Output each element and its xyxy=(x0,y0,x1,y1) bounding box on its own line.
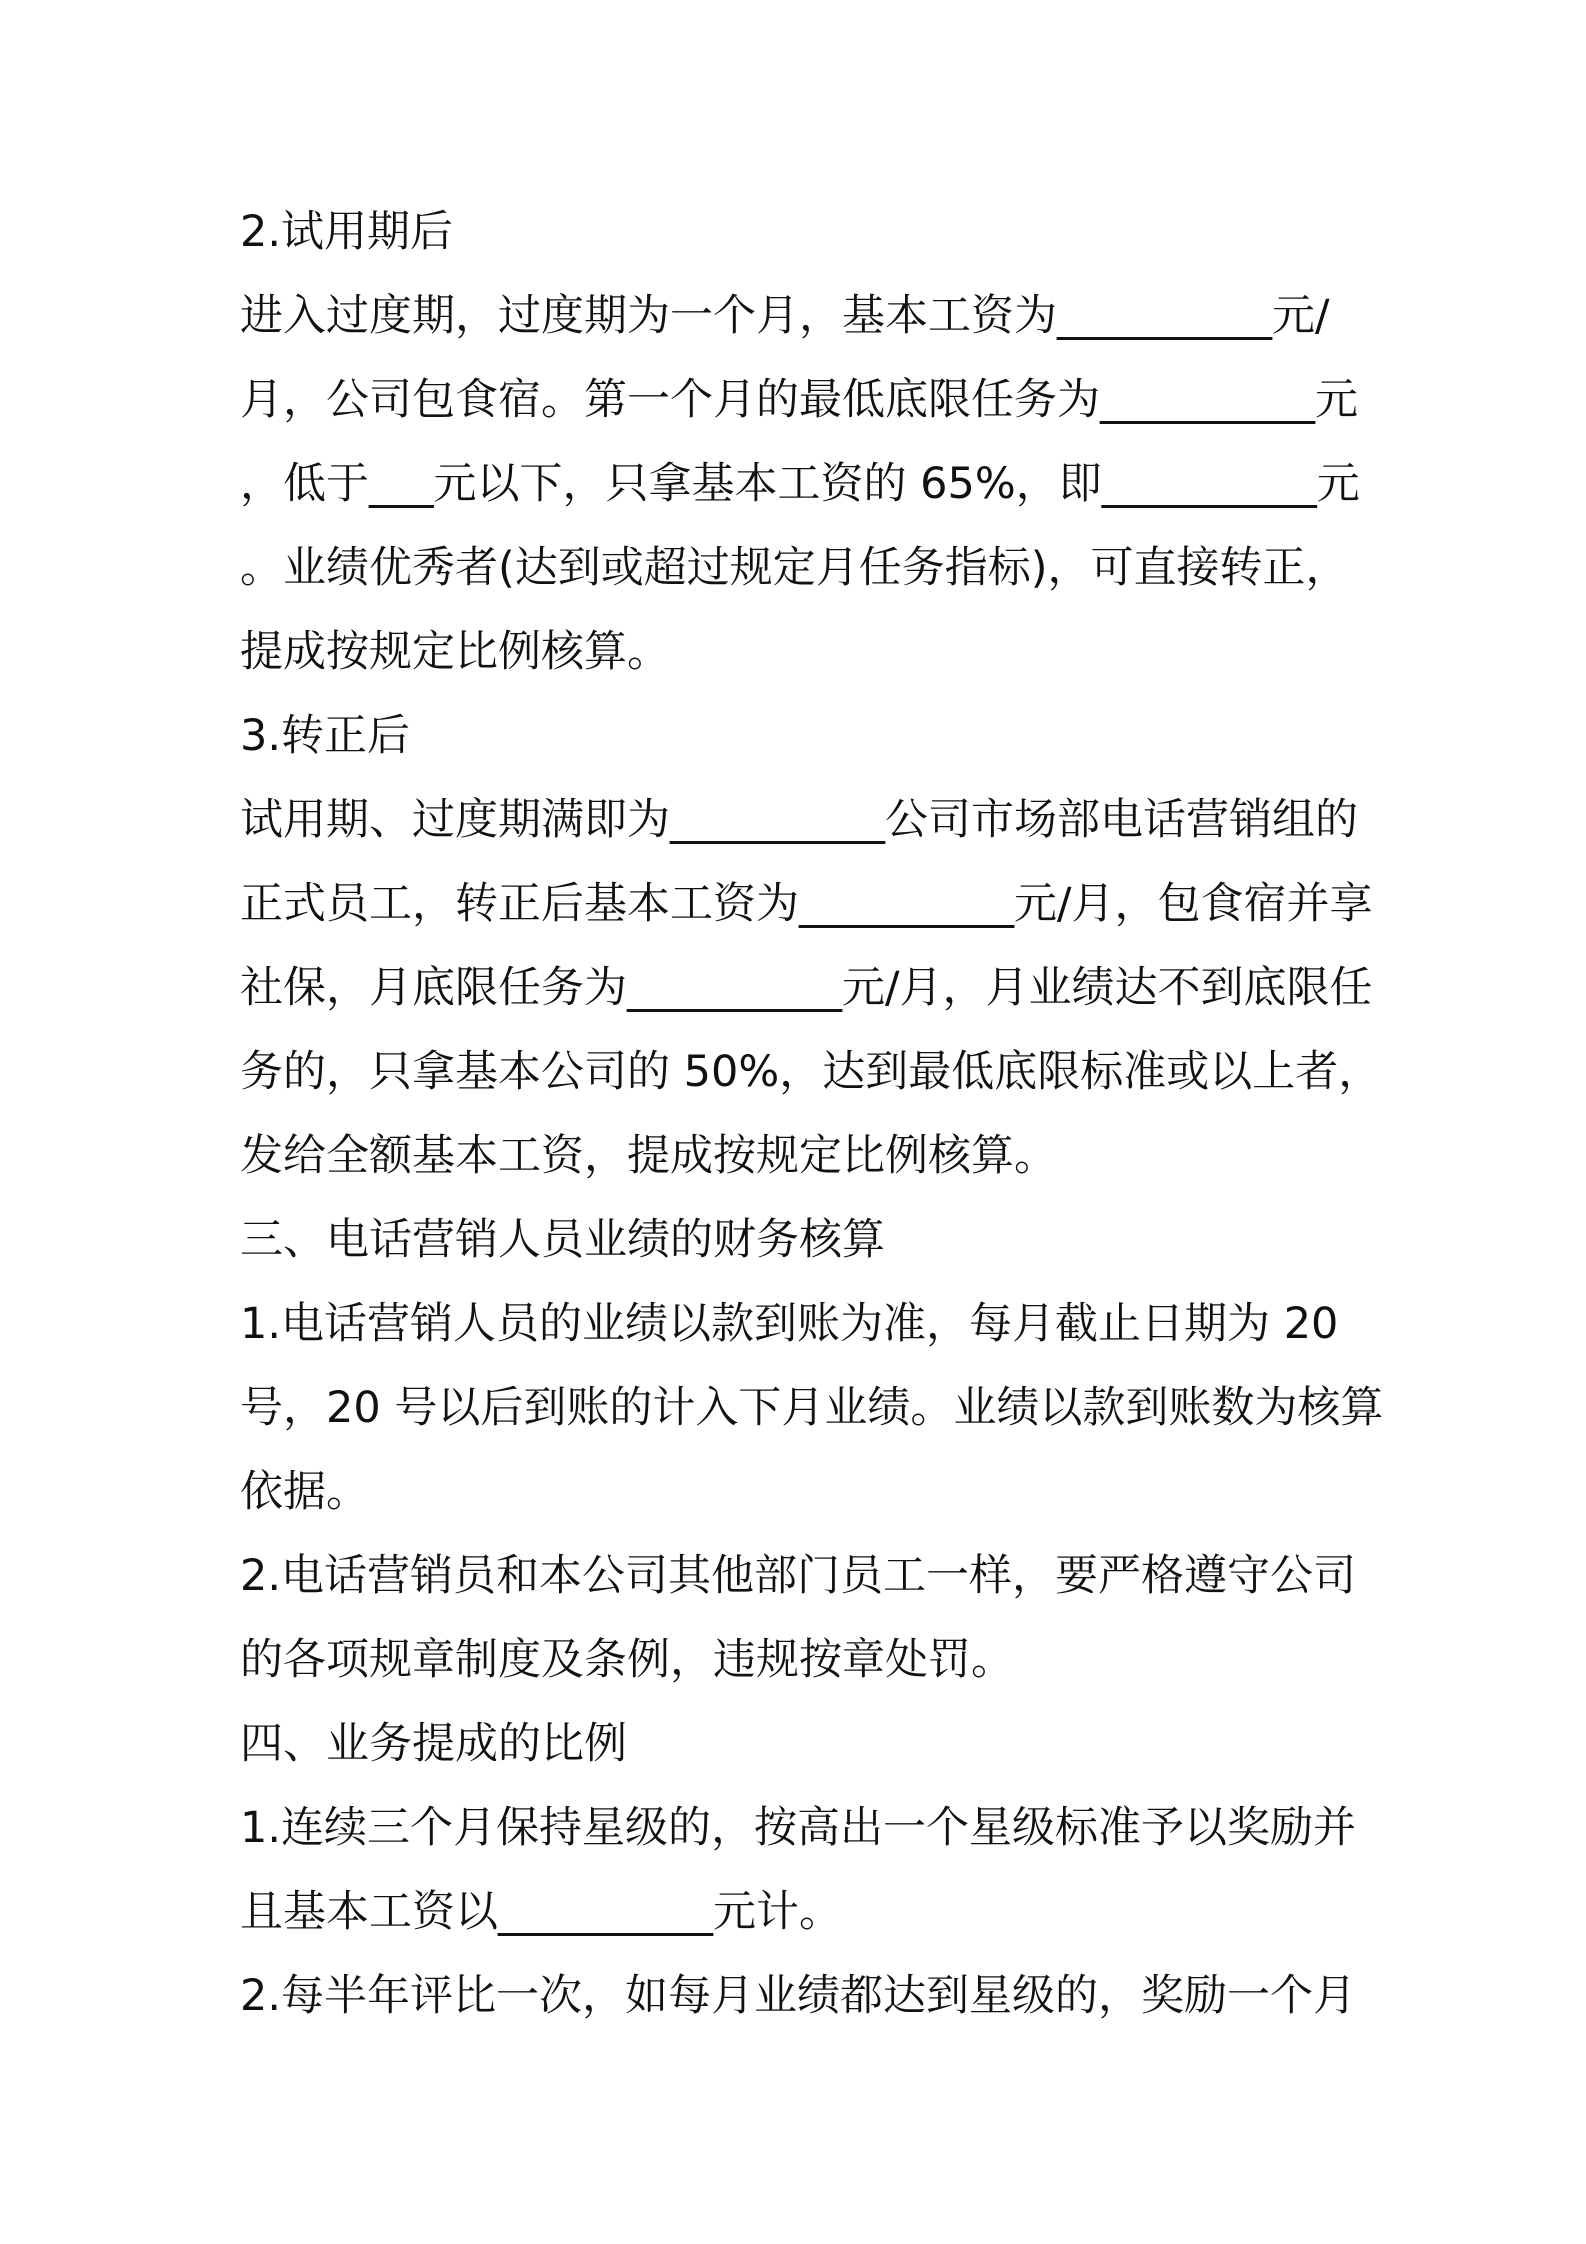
paragraph-line: 提成按规定比例核算。 xyxy=(240,627,670,677)
paragraph-line: 2.电话营销员和本公司其他部门员工一样，要严格遵守公司 xyxy=(240,1551,1357,1601)
paragraph-line: 1.电话营销人员的业绩以款到账为准，每月截止日期为 20 xyxy=(240,1299,1339,1349)
paragraph-line: 务的，只拿基本公司的 50%，达到最低底限标准或以上者， xyxy=(240,1047,1382,1097)
paragraph-line: 进入过度期，过度期为一个月，基本工资为__________元/ xyxy=(240,291,1330,341)
paragraph-line: 依据。 xyxy=(240,1467,369,1517)
paragraph-line: 试用期、过度期满即为__________公司市场部电话营销组的 xyxy=(240,795,1358,845)
paragraph-line: 2.每半年评比一次，如每月业绩都达到星级的，奖励一个月 xyxy=(240,1971,1357,2021)
paragraph-line: 月，公司包食宿。第一个月的最低底限任务为__________元 xyxy=(240,375,1358,425)
document-page xyxy=(240,190,1384,2038)
section-heading-commission-ratio: 四、业务提成的比例 xyxy=(240,1719,627,1769)
paragraph-line: ，低于___元以下，只拿基本工资的 65%，即__________元 xyxy=(240,459,1360,509)
section-heading-financial-accounting: 三、电话营销人员业绩的财务核算 xyxy=(240,1215,885,1265)
section-heading-after-probation: 2.试用期后 xyxy=(240,207,454,257)
paragraph-line: 正式员工，转正后基本工资为__________元/月，包食宿并享 xyxy=(240,879,1373,929)
paragraph-line: 号，20 号以后到账的计入下月业绩。业绩以款到账数为核算 xyxy=(240,1383,1384,1433)
paragraph-line: 发给全额基本工资，提成按规定比例核算。 xyxy=(240,1131,1057,1181)
section-heading-after-confirmation: 3.转正后 xyxy=(240,711,411,761)
paragraph-line: 且基本工资以__________元计。 xyxy=(240,1887,842,1937)
paragraph-line: 1.连续三个月保持星级的，按高出一个星级标准予以奖励并 xyxy=(240,1803,1357,1853)
paragraph-line: 的各项规章制度及条例，违规按章处罚。 xyxy=(240,1635,1014,1685)
paragraph-line: 。业绩优秀者(达到或超过规定月任务指标)，可直接转正， xyxy=(240,543,1349,593)
paragraph-line: 社保，月底限任务为__________元/月，月业绩达不到底限任 xyxy=(240,963,1373,1013)
